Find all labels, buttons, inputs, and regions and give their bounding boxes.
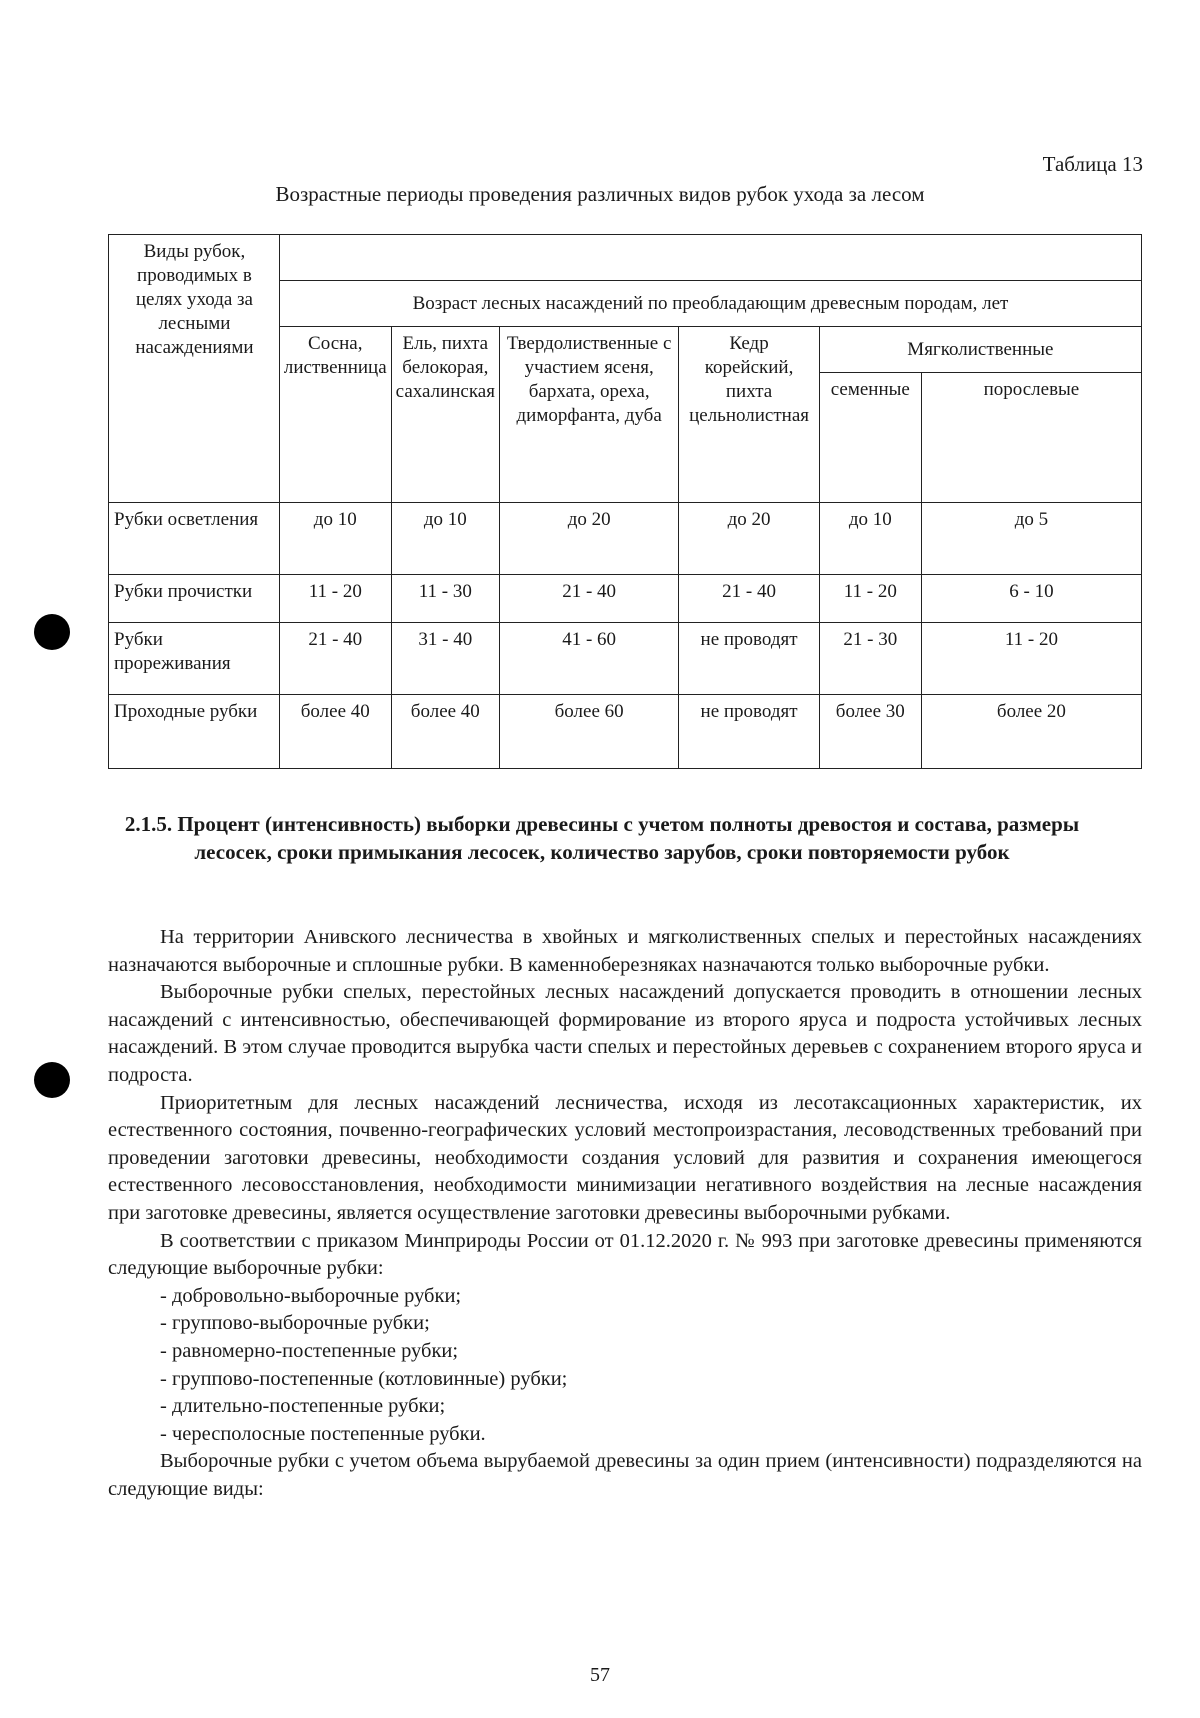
cell-coppice: более 20 bbox=[921, 695, 1141, 769]
cell-spruce: 31 - 40 bbox=[391, 623, 499, 695]
row-name: Рубки прореживания bbox=[109, 623, 280, 695]
first-column-header: Виды рубок, проводимых в целях ухода за лесными насаждениями bbox=[109, 235, 280, 503]
cell-seed: более 30 bbox=[819, 695, 921, 769]
age-periods-table bbox=[108, 234, 1142, 769]
cell-hardwood: до 20 bbox=[499, 503, 678, 575]
species-pine: Сосна, лиственница bbox=[279, 327, 391, 503]
list-item: - равномерно-постепенные рубки; bbox=[160, 1339, 459, 1362]
cell-hardwood: 21 - 40 bbox=[499, 575, 678, 623]
paragraph: Выборочные рубки спелых, перестойных лесных насаждений допускается проводить в отношении лесных насаждений с интенсивностью, обеспечивающей формирование из второго яруса и подроста устойчивых лесных насаждений. В этом случае проводится вырубка части спелых и перестойных деревьев с сохранением второго яруса и подроста. bbox=[108, 981, 1142, 1086]
cell-coppice: 11 - 20 bbox=[921, 623, 1141, 695]
species-softwood-coppice: порослевые bbox=[921, 373, 1141, 503]
table-number: Таблица 13 bbox=[1042, 152, 1143, 176]
species-hardwood: Твердолиственные с участием ясеня, бархата, ореха, диморфанта, дуба bbox=[499, 327, 678, 503]
cell-cedar: 21 - 40 bbox=[679, 575, 819, 623]
table-title: Возрастные периоды проведения различных видов рубок ухода за лесом bbox=[275, 182, 925, 206]
paragraph: На территории Анивского лесничества в хвойных и мягколиственных спелых и перестойных насаждениях назначаются выборочные и сплошные рубки. В каменноберезняках назначаются только выборочные рубки. bbox=[108, 926, 1142, 976]
cell-seed: 21 - 30 bbox=[819, 623, 921, 695]
cell-cedar: до 20 bbox=[679, 503, 819, 575]
row-name: Рубки прочистки bbox=[109, 575, 280, 623]
cell-coppice: до 5 bbox=[921, 503, 1141, 575]
cell-pine: 21 - 40 bbox=[279, 623, 391, 695]
cell-spruce: более 40 bbox=[391, 695, 499, 769]
row-name: Проходные рубки bbox=[109, 695, 280, 769]
table-row bbox=[109, 575, 1142, 623]
paragraph: Приоритетным для лесных насаждений лесничества, исходя из лесотаксационных характеристик, их естественного состояния, почвенно-географических условий местопроизрастания, лесоводственных требований при проведении заготовки древесины, необходимости создания условий для развития и сохранения имеющегося естественного лесовосстановления, необходимости минимизации негативного воздействия на лесные насаждения при заготовке древесины, является осуществление заготовки древесины выборочными рубками. bbox=[108, 1091, 1142, 1224]
species-spruce: Ель, пихта белокорая, сахалинская bbox=[391, 327, 499, 503]
cell-spruce: до 10 bbox=[391, 503, 499, 575]
punch-hole-mark bbox=[34, 1062, 70, 1098]
species-softwood: Мягколиственные bbox=[819, 327, 1141, 373]
list-item: - длительно-постепенные рубки; bbox=[160, 1395, 446, 1418]
blank-header-cell bbox=[279, 235, 1141, 281]
cell-hardwood: 41 - 60 bbox=[499, 623, 678, 695]
cell-pine: 11 - 20 bbox=[279, 575, 391, 623]
cell-spruce: 11 - 30 bbox=[391, 575, 499, 623]
list-item: - чересполосные постепенные рубки. bbox=[160, 1422, 486, 1445]
age-header: Возраст лесных насаждений по преобладающим древесным породам, лет bbox=[279, 281, 1141, 327]
row-name: Рубки осветления bbox=[109, 503, 280, 575]
paragraph: В соответствии с приказом Минприроды России от 01.12.2020 г. № 993 при заготовке древесины применяются следующие выборочные рубки: bbox=[108, 1229, 1142, 1280]
cell-hardwood: более 60 bbox=[499, 695, 678, 769]
list-item: - группово-выборочные рубки; bbox=[160, 1312, 430, 1335]
species-cedar: Кедр корейский, пихта цельнолистная bbox=[679, 327, 819, 503]
list-item: - группово-постепенные (котловинные) рубки; bbox=[160, 1367, 568, 1390]
table-row bbox=[109, 623, 1142, 695]
table-row bbox=[109, 503, 1142, 575]
paragraph: Выборочные рубки с учетом объема вырубаемой древесины за один прием (интенсивности) подразделяются на следующие виды: bbox=[108, 1450, 1142, 1500]
section-heading: 2.1.5. Процент (интенсивность) выборки древесины с учетом полноты древостоя и состава, размеры лесосек, сроки примыкания лесосек, количество зарубов, сроки повторяемости рубок bbox=[124, 812, 1080, 864]
punch-hole-mark bbox=[34, 614, 70, 650]
body-text bbox=[108, 924, 1142, 1503]
cell-cedar: не проводят bbox=[679, 623, 819, 695]
page-number: 57 bbox=[590, 1664, 610, 1686]
cell-cedar: не проводят bbox=[679, 695, 819, 769]
list-item: - добровольно-выборочные рубки; bbox=[160, 1284, 462, 1307]
cell-pine: до 10 bbox=[279, 503, 391, 575]
cell-pine: более 40 bbox=[279, 695, 391, 769]
cell-seed: до 10 bbox=[819, 503, 921, 575]
cell-seed: 11 - 20 bbox=[819, 575, 921, 623]
table-row bbox=[109, 695, 1142, 769]
species-softwood-seed: семенные bbox=[819, 373, 921, 503]
cell-coppice: 6 - 10 bbox=[921, 575, 1141, 623]
